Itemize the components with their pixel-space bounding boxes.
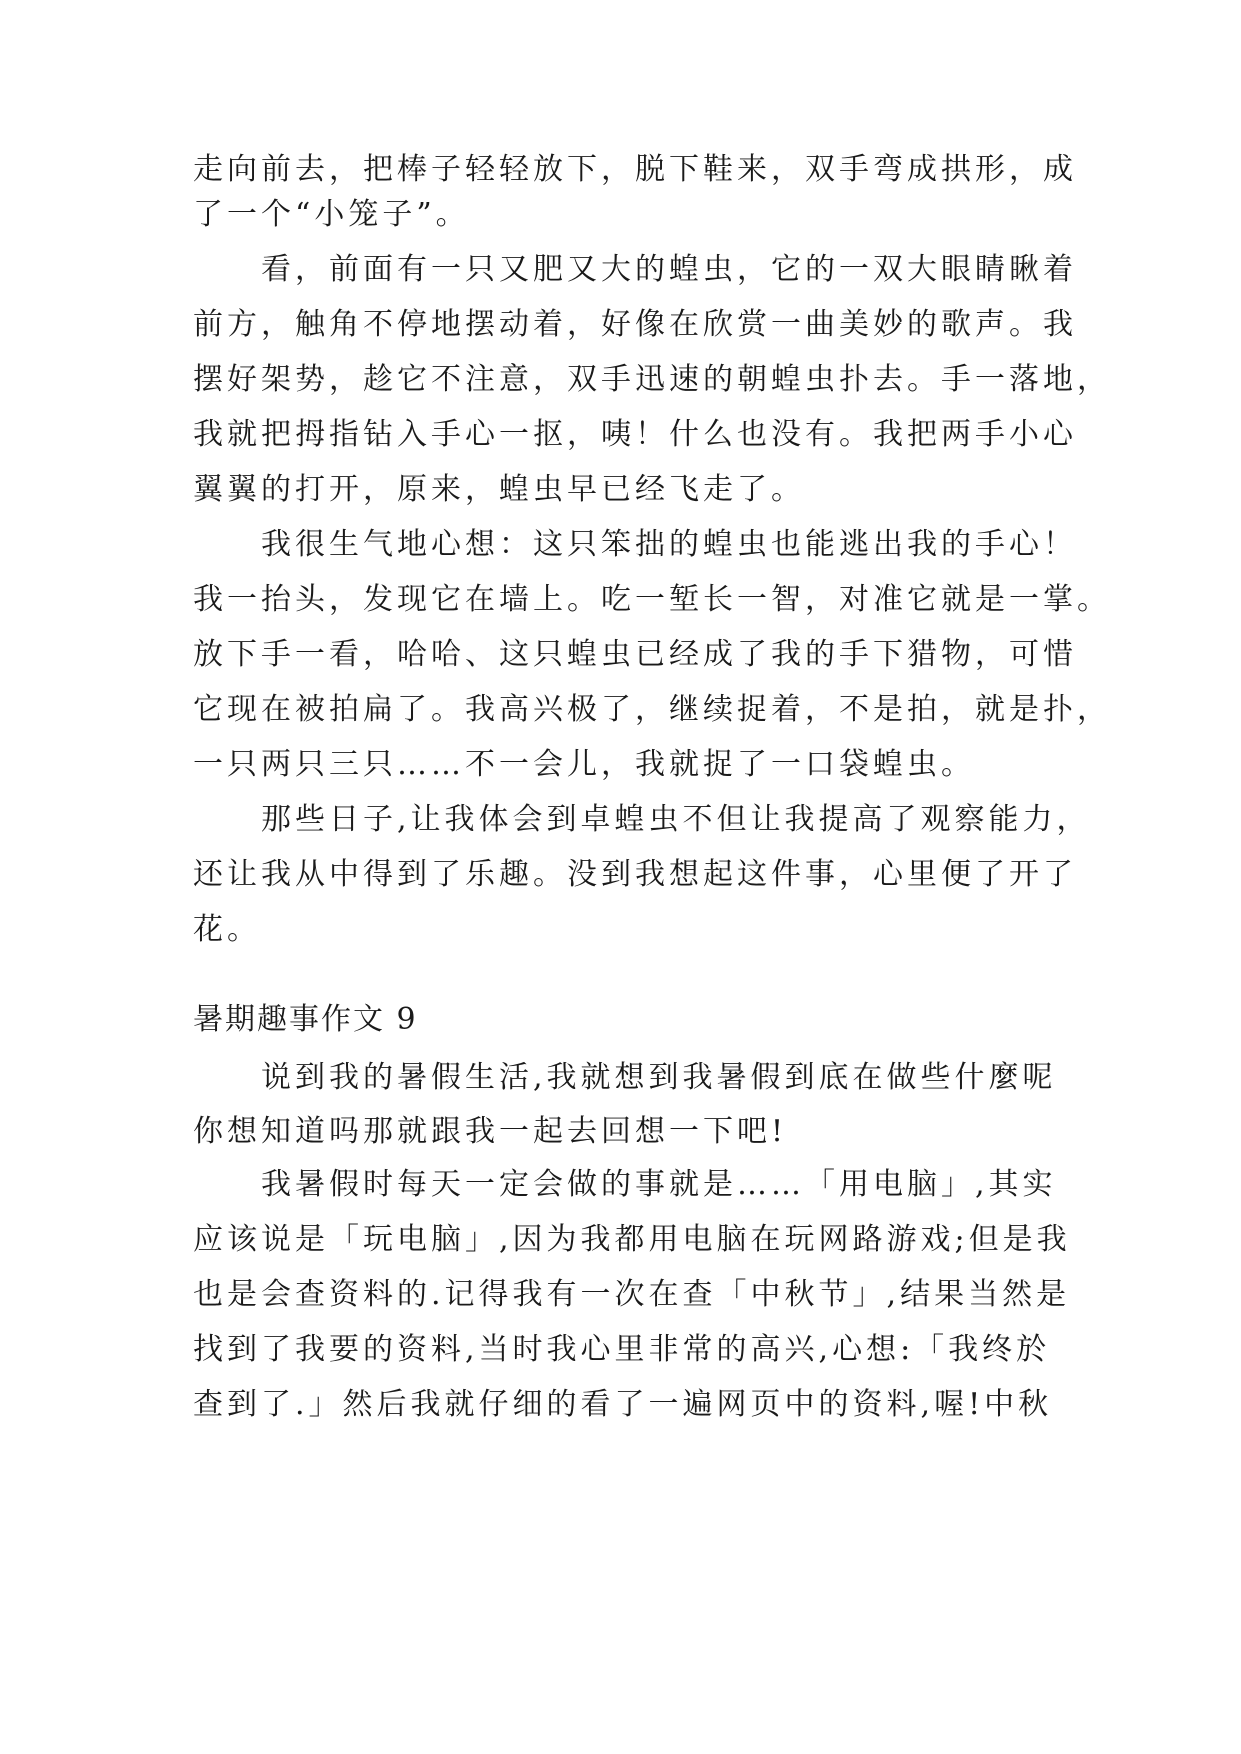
- text-line: 走向前去，把棒子轻轻放下，脱下鞋来，双手弯成拱形，成: [193, 152, 1077, 187]
- text-line: 应该说是「玩电脑」,因为我都用电脑在玩网路游戏;但是我: [193, 1222, 1071, 1257]
- text-line: 我一抬头，发现它在墙上。吃一堑长一智，对准它就是一掌。: [193, 582, 1111, 617]
- text-line: 也是会查资料的.记得我有一次在查「中秋节」,结果当然是: [193, 1277, 1071, 1312]
- text-line: 看，前面有一只又肥又大的蝗虫，它的一双大眼睛瞅着: [193, 252, 1077, 287]
- text-line: 查到了.」然后我就仔细的看了一遍网页中的资料,喔!中秋: [193, 1387, 1053, 1422]
- text-line: 前方，触角不停地摆动着，好像在欣赏一曲美妙的歌声。我: [193, 307, 1077, 342]
- text-line: 摆好架势，趁它不注意，双手迅速的朝蝗虫扑去。手一落地，: [193, 362, 1111, 397]
- text-line: 它现在被拍扁了。我高兴极了，继续捉着，不是拍，就是扑，: [193, 692, 1111, 727]
- text-line: 放下手一看，哈哈、这只蝗虫已经成了我的手下猎物，可惜: [193, 637, 1077, 672]
- text-line: 那些日子,让我体会到卓蝗虫不但让我提高了观察能力，: [193, 802, 1091, 837]
- text-line: 说到我的暑假生活,我就想到我暑假到底在做些什麼呢: [193, 1060, 1057, 1095]
- text-line: 找到了我要的资料,当时我心里非常的高兴,心想:「我终於: [193, 1332, 1051, 1367]
- text-line: 了一个“小笼子”。: [193, 197, 470, 232]
- text-line: 我暑假时每天一定会做的事就是……「用电脑」,其实: [193, 1167, 1057, 1202]
- text-line: 你想知道吗那就跟我一起去回想一下吧!: [193, 1114, 788, 1149]
- section-title: 暑期趣事作文 9: [193, 1002, 418, 1037]
- text-line: 我就把拇指钻入手心一抠，咦！什么也没有。我把两手小心: [193, 417, 1077, 452]
- text-line: 一只两只三只……不一会儿，我就捉了一口袋蝗虫。: [193, 747, 975, 782]
- text-line: 花。: [193, 912, 261, 947]
- text-line: 我很生气地心想：这只笨拙的蝗虫也能逃出我的手心！: [193, 527, 1077, 562]
- text-line: 还让我从中得到了乐趣。没到我想起这件事，心里便了开了: [193, 857, 1077, 892]
- text-line: 翼翼的打开，原来，蝗虫早已经飞走了。: [193, 472, 805, 507]
